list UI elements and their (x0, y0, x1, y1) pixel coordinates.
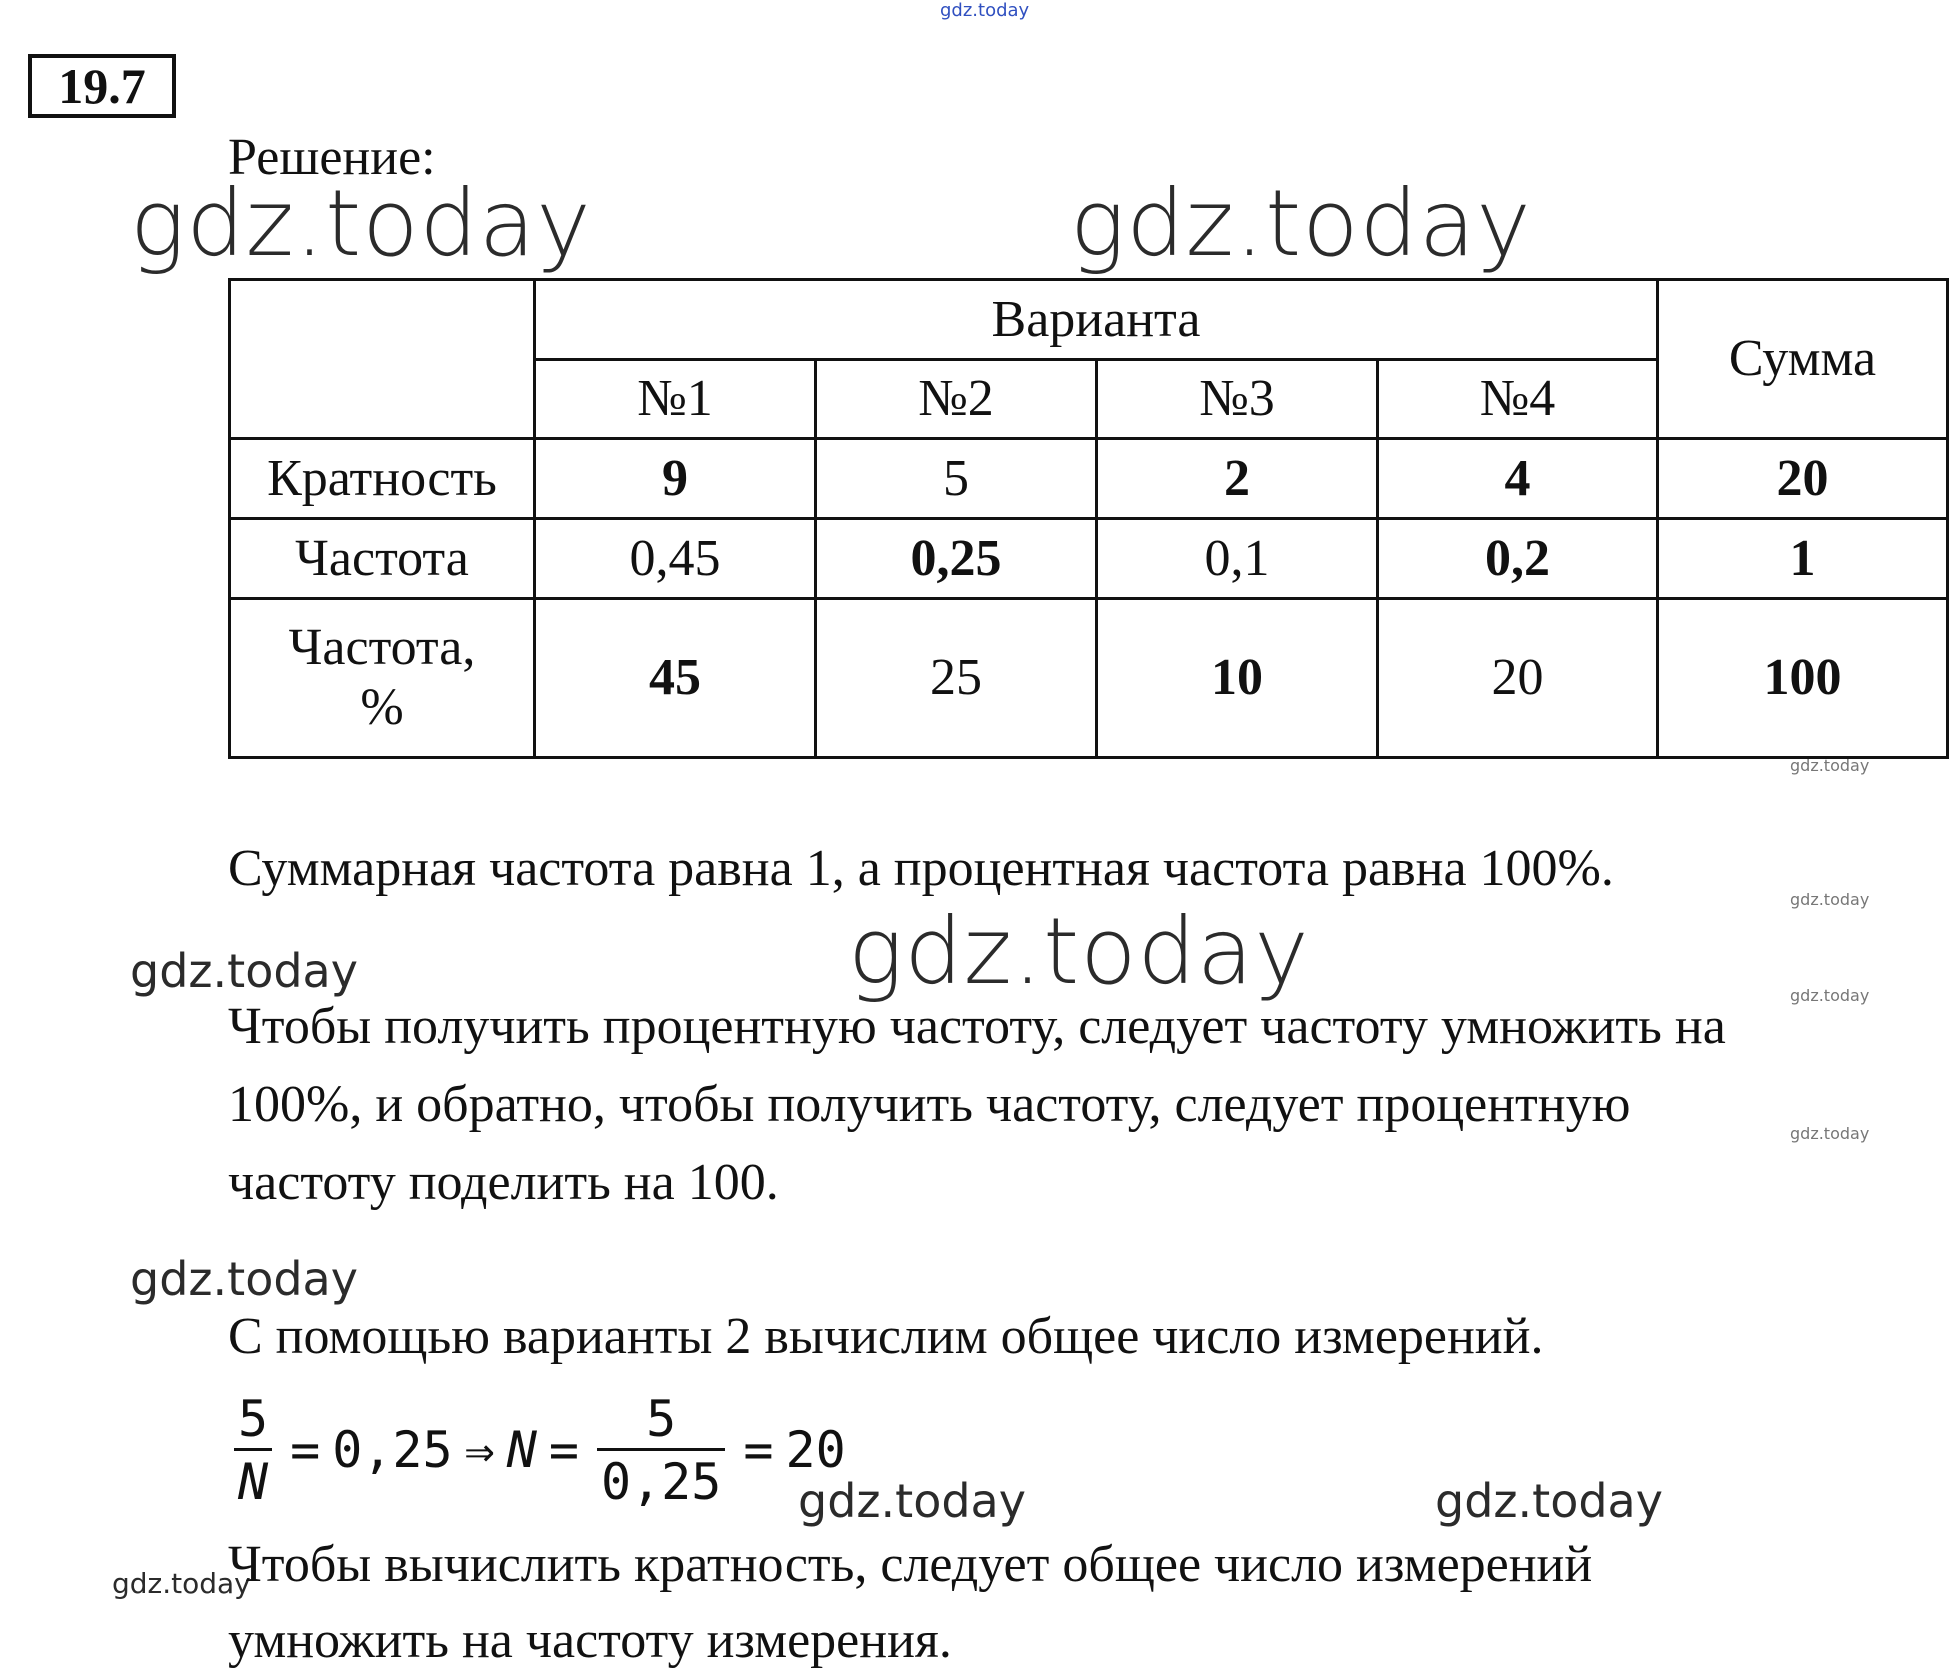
paragraph-multiplicity-rule: Чтобы вычислить кратность, следует общее число измерений (228, 1536, 1593, 1593)
table-sum-cell: 1 (1658, 519, 1948, 599)
header-variant: №2 (816, 360, 1097, 439)
watermark-small: gdz.today (1790, 986, 1870, 1005)
paragraph-percent-rule: 100%, и обратно, чтобы получить частоту, следует процентную (228, 1076, 1631, 1133)
row-label: Кратность (230, 439, 535, 519)
paragraph-sum-frequency: Суммарная частота равна 1, а процентная частота равна 100%. (228, 840, 1614, 897)
table-corner-cell (230, 280, 535, 439)
header-variant: №3 (1097, 360, 1378, 439)
problem-number: 19.7 (28, 54, 176, 118)
table-cell: 25 (816, 599, 1097, 758)
formula-total-count (228, 1375, 846, 1525)
watermark-large: gdz.today (130, 170, 592, 277)
fraction-numerator: 5 (238, 1389, 269, 1448)
implies-sign: ⇒ (464, 1421, 495, 1479)
table-cell: 4 (1378, 439, 1658, 519)
table-row (230, 439, 1948, 519)
paragraph-percent-rule: частоту поделить на 100. (228, 1154, 779, 1211)
fraction (234, 1389, 272, 1511)
table-cell: 0,1 (1097, 519, 1378, 599)
watermark-small: gdz.today (1790, 756, 1870, 775)
watermark-top: gdz.today (940, 0, 1030, 21)
equals-sign: = (548, 1421, 579, 1479)
row-label-line: Частота, (288, 619, 476, 677)
table-cell: 0,2 (1378, 519, 1658, 599)
watermark-small: gdz.today (112, 1567, 251, 1600)
watermark-medium: gdz.today (130, 944, 358, 998)
table-header-row (230, 280, 1948, 360)
fraction-denominator: N (234, 1448, 272, 1507)
paragraph-percent-rule: Чтобы получить процентную частоту, следует частоту умножить на (228, 998, 1726, 1055)
header-variant: №4 (1378, 360, 1658, 439)
equals-sign: = (743, 1421, 774, 1479)
paragraph-multiplicity-rule: умножить на частоту измерения. (228, 1612, 952, 1669)
equals-sign: = (290, 1421, 321, 1479)
formula-value: 0,25 (332, 1421, 453, 1479)
header-sum: Сумма (1658, 280, 1948, 439)
solution-heading: Решение: (228, 129, 436, 186)
header-variant-group: Варианта (535, 280, 1658, 360)
table-cell: 2 (1097, 439, 1378, 519)
watermark-medium: gdz.today (1435, 1474, 1663, 1528)
watermark-medium: gdz.today (130, 1252, 358, 1306)
fraction (597, 1389, 725, 1511)
frequency-table (228, 278, 1949, 759)
formula-result: 20 (785, 1421, 846, 1479)
table-cell: 5 (816, 439, 1097, 519)
paragraph-variant-2: С помощью варианты 2 вычислим общее число измерений. (228, 1308, 1544, 1365)
watermark-medium: gdz.today (798, 1474, 1026, 1528)
table-cell: 20 (1378, 599, 1658, 758)
watermark-small: gdz.today (1790, 1124, 1870, 1143)
row-label-line: % (360, 679, 404, 736)
table-sum-cell: 20 (1658, 439, 1948, 519)
fraction-numerator: 5 (646, 1389, 677, 1448)
header-variant: №1 (535, 360, 816, 439)
formula-variable: N (506, 1421, 537, 1479)
watermark-large: gdz.today (1070, 170, 1532, 277)
table-cell: 0,45 (535, 519, 816, 599)
table-row (230, 599, 1948, 758)
row-label (230, 599, 535, 758)
table-cell: 45 (535, 599, 816, 758)
watermark-large: gdz.today (848, 898, 1310, 1005)
row-label: Частота (230, 519, 535, 599)
table-cell: 9 (535, 439, 816, 519)
table-row (230, 519, 1948, 599)
watermark-small: gdz.today (1790, 890, 1870, 909)
table-cell: 10 (1097, 599, 1378, 758)
table-sum-cell: 100 (1658, 599, 1948, 758)
fraction-denominator: 0,25 (597, 1448, 725, 1507)
table-cell: 0,25 (816, 519, 1097, 599)
